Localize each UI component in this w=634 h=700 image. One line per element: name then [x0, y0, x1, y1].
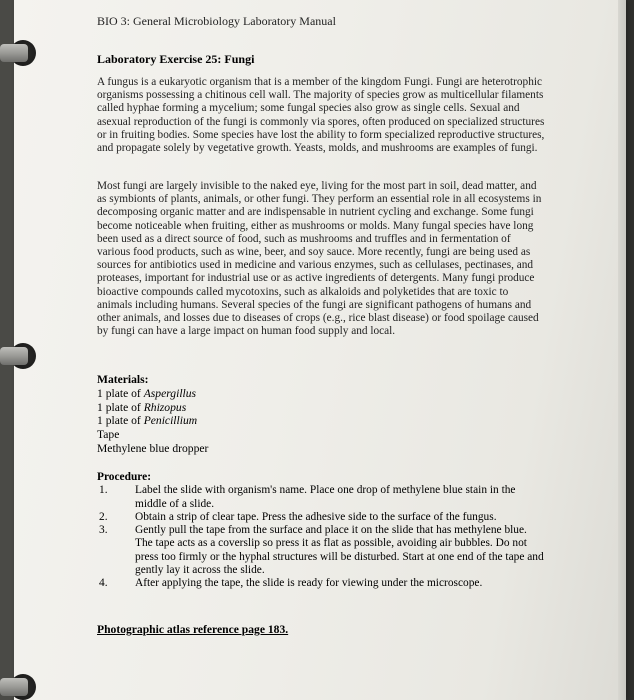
step-text: After applying the tape, the slide is ready for viewing under the microscope. [135, 577, 483, 590]
step-number: 4. [99, 577, 108, 590]
organism-name: Rhizopus [143, 400, 187, 414]
material-prefix: Tape [97, 428, 120, 442]
page-header: BIO 3: General Microbiology Laboratory Manual [97, 14, 336, 28]
binder-ring-top [0, 44, 28, 62]
procedure-step [97, 511, 547, 524]
material-prefix: 1 plate of [97, 414, 144, 428]
binder-ring-bottom [0, 678, 28, 696]
step-number: 3. [99, 524, 108, 537]
organism-name: Penicillium [143, 414, 198, 428]
material-prefix: 1 plate of [97, 400, 144, 414]
material-item [97, 428, 208, 442]
step-text: Gently pull the tape from the surface and place it on the slide that has methylene blue. The tape acts as a coverslip so press it as flat as possible, avoiding air bubbles. Do not press too firmly or the hyphal structures will be disturbed. Start at one end of the tape and gently lay it across the slide. [135, 524, 544, 577]
procedure-step [97, 524, 547, 577]
material-prefix: 1 plate of [97, 386, 144, 400]
material-item [97, 414, 208, 428]
material-item [97, 442, 208, 456]
step-text: Label the slide with organism's name. Place one drop of methylene blue stain in the middle of a slide. [135, 484, 516, 510]
body-paragraph: Most fungi are largely invisible to the naked eye, living for the most part in soil, dead matter, and as symbionts of plants, animals, or other fungi. They perform an essential role in all ecosystems in decomposing organic matter and are indispensable in nutrient cycling and exchange. Some fungi become noticeable when fruiting, either as mushrooms or molds. Many fungal species have long been used as a direct source of food, such as mushrooms and truffles and in fermentation of various food products, such as wine, beer, and soy sauce. More recently, fungi are being used as sources for antibiotics used in medicine and various enzymes, such as cellulases, pectinases, and proteases, important for industrial use or as active ingredients of detergents. Many fungi produce bioactive compounds called mycotoxins, such as alkaloids and polyketides that are toxic to animals including humans. Several species of the fungi are significant pathogens of humans and other animals, and losses due to diseases of crops (e.g., rice blast disease) or food spoilage caused by fungi can have a large impact on human food supply and local. [97, 180, 542, 338]
material-item [97, 401, 208, 415]
material-prefix: Methylene blue dropper [97, 441, 209, 455]
procedure-section [97, 471, 547, 591]
material-item [97, 387, 208, 401]
step-number: 2. [99, 510, 108, 523]
organism-name: Aspergillus [143, 386, 197, 400]
binder-ring-middle [0, 347, 28, 365]
intro-paragraph: A fungus is a eukaryotic organism that is a member of the kingdom Fungi. Fungi are heterotrophic organisms possessing a chitinous cell wall. The majority of species grow as multicellular filaments called hyphae forming a mycelium; some fungal species also grow as single cells. Sexual and asexual reproduction of the fungi is commonly via spores, often produced on specialized structures or in fruiting bodies. Some species have lost the ability to form specialized reproductive structures, and propagate solely by vegetative growth. Yeasts, molds, and mushrooms are examples of fungi. [97, 76, 545, 155]
atlas-reference: Photographic atlas reference page 183. [97, 623, 289, 636]
materials-heading: Materials: [97, 373, 149, 386]
procedure-heading: Procedure: [97, 471, 151, 483]
step-text: Obtain a strip of clear tape. Press the adhesive side to the surface of the fungus. [135, 510, 497, 523]
exercise-title: Laboratory Exercise 25: Fungi [97, 52, 255, 66]
page-edge [618, 0, 626, 700]
procedure-step [97, 484, 547, 511]
materials-section [97, 373, 208, 456]
procedure-step [97, 577, 547, 590]
step-number: 1. [99, 484, 108, 497]
